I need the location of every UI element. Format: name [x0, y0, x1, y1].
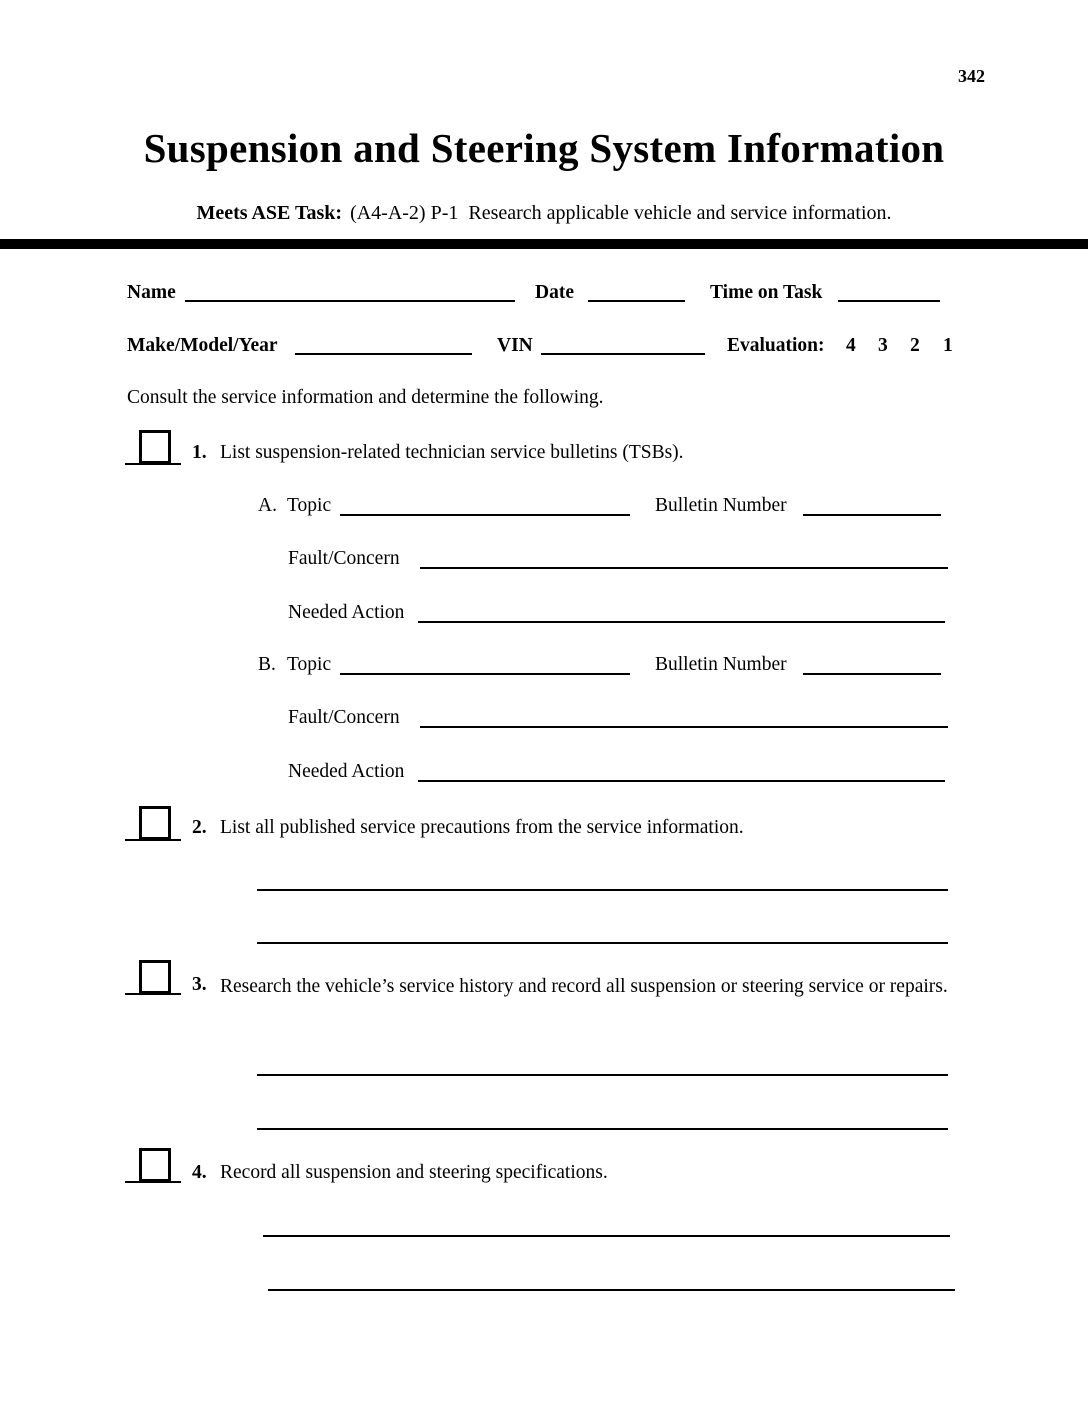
bulletin-a-number-label: Bulletin Number — [655, 495, 787, 516]
task-3-checkbox — [125, 960, 181, 998]
date-label: Date — [535, 282, 574, 303]
evaluation-score-2: 2 — [910, 335, 920, 356]
bulletin-b-action-label: Needed Action — [288, 761, 405, 782]
time-on-task-label: Time on Task — [710, 282, 823, 303]
bulletin-b-topic-label: Topic — [287, 654, 332, 675]
task-3-answer-line-2 — [257, 1128, 948, 1130]
date-field-line — [588, 300, 685, 302]
checkbox-box-icon — [139, 960, 171, 994]
bulletin-a-fault-label: Fault/Concern — [288, 548, 400, 569]
bulletin-a-number-line — [803, 514, 941, 516]
evaluation-score-3: 3 — [878, 335, 888, 356]
bulletin-b-action-line — [418, 780, 945, 782]
task-3-text: Research the vehicle’s service history and record all suspension or steering service or repairs. — [220, 976, 948, 997]
bulletin-b-letter: B. — [258, 654, 276, 675]
task-2-answer-line-1 — [257, 889, 948, 891]
intro-text: Consult the service information and determine the following. — [127, 387, 604, 408]
checkbox-line — [125, 839, 181, 841]
page-title: Suspension and Steering System Information — [143, 125, 945, 171]
name-label: Name — [127, 282, 176, 303]
checkbox-line — [125, 1181, 181, 1183]
task-2-answer-line-2 — [257, 942, 948, 944]
evaluation-score-4: 4 — [846, 335, 856, 356]
task-1-number: 1. — [192, 442, 207, 463]
task-2-checkbox — [125, 806, 181, 844]
header-rule-divider — [0, 239, 1088, 249]
task-3-answer-line-1 — [257, 1074, 948, 1076]
checkbox-line — [125, 993, 181, 995]
task-1-text: List suspension-related technician service bulletins (TSBs). — [220, 442, 684, 463]
bulletin-b-fault-line — [420, 726, 948, 728]
bulletin-b-topic-line — [340, 673, 630, 675]
name-field-line — [185, 300, 515, 302]
checkbox-box-icon — [139, 806, 171, 840]
task-2-text: List all published service precautions from the service information. — [220, 817, 744, 838]
bulletin-b-number-label: Bulletin Number — [655, 654, 787, 675]
ase-task-label: Meets ASE Task: — [196, 202, 343, 224]
bulletin-a-topic-label: Topic — [287, 495, 332, 516]
task-4-checkbox — [125, 1148, 181, 1186]
bulletin-a-fault-line — [420, 567, 948, 569]
task-4-answer-line-1 — [263, 1235, 950, 1237]
task-4-answer-line-2 — [268, 1289, 955, 1291]
make-model-year-label: Make/Model/Year — [127, 335, 278, 356]
task-4-number: 4. — [192, 1162, 207, 1183]
vin-label: VIN — [497, 335, 533, 356]
task-4-text: Record all suspension and steering specifications. — [220, 1162, 608, 1183]
make-model-year-field-line — [295, 353, 472, 355]
bulletin-a-action-line — [418, 621, 945, 623]
bulletin-b-fault-label: Fault/Concern — [288, 707, 400, 728]
task-2-number: 2. — [192, 817, 207, 838]
vin-field-line — [541, 353, 705, 355]
bulletin-a-topic-line — [340, 514, 630, 516]
evaluation-score-1: 1 — [943, 335, 953, 356]
bulletin-a-action-label: Needed Action — [288, 602, 405, 623]
evaluation-label: Evaluation: — [727, 335, 825, 356]
ase-task-text: (A4-A-2) P-1 Research applicable vehicle and service information. — [350, 202, 892, 224]
task-3-number: 3. — [192, 974, 207, 995]
task-1-checkbox — [125, 430, 181, 468]
page-number: 342 — [958, 66, 985, 86]
ase-task-line — [0, 202, 1088, 225]
bulletin-b-number-line — [803, 673, 941, 675]
checkbox-box-icon — [139, 430, 171, 464]
checkbox-box-icon — [139, 1148, 171, 1182]
checkbox-line — [125, 463, 181, 465]
bulletin-a-letter: A. — [258, 495, 277, 516]
time-on-task-field-line — [838, 300, 940, 302]
